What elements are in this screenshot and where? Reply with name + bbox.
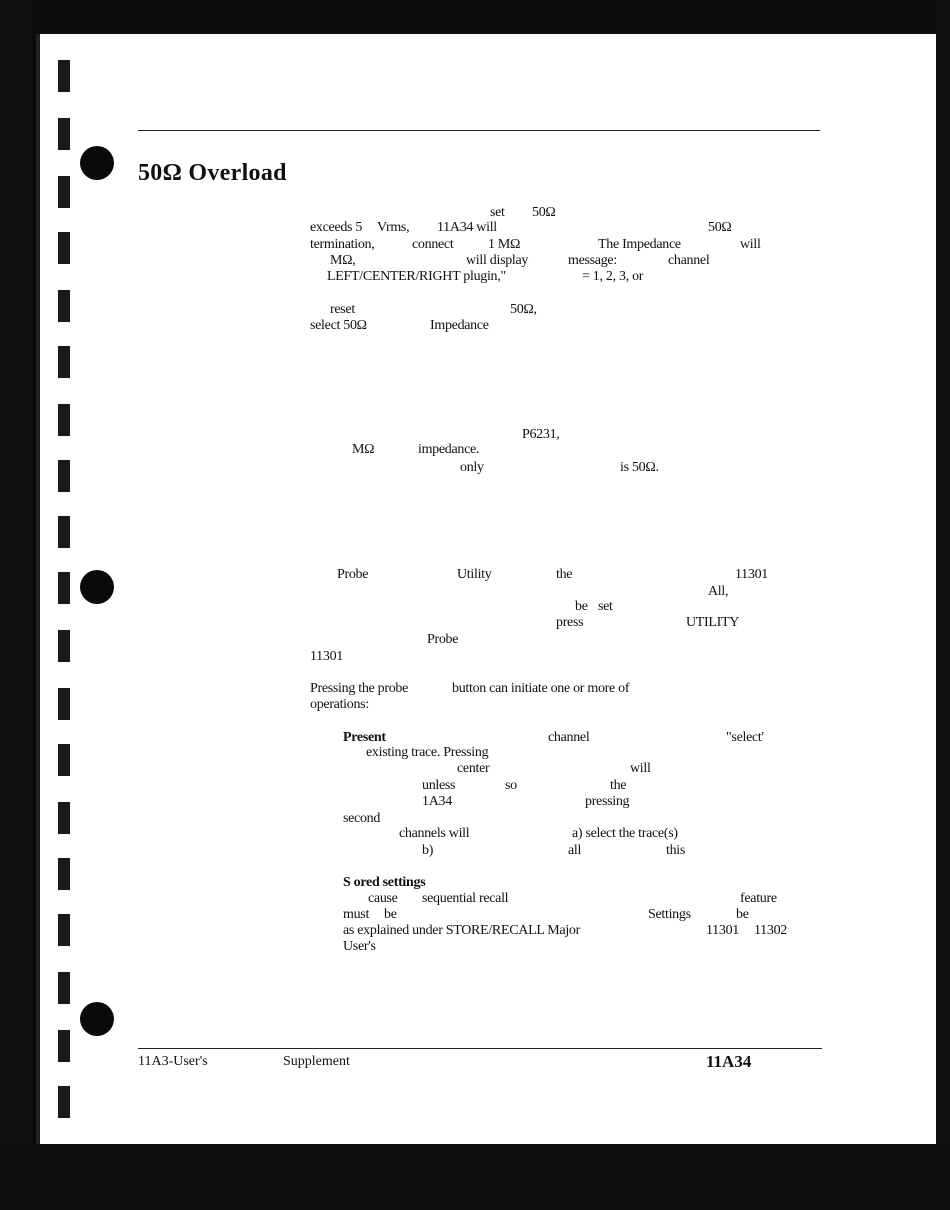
text-fragment: a) select the trace(s) bbox=[572, 826, 678, 841]
text-fragment: termination, bbox=[310, 237, 375, 252]
binder-tab bbox=[58, 1030, 70, 1062]
text-fragment: 50Ω bbox=[708, 220, 732, 235]
text-fragment: be bbox=[575, 599, 588, 614]
text-fragment: Vrms, bbox=[377, 220, 410, 235]
text-fragment: channels will bbox=[399, 826, 470, 841]
text-fragment: b) bbox=[422, 843, 434, 858]
text-fragment: is 50Ω. bbox=[620, 460, 659, 475]
binder-tab bbox=[58, 118, 70, 150]
text-fragment: second bbox=[343, 811, 381, 826]
text-fragment: operations: bbox=[310, 697, 369, 712]
binder-tab bbox=[58, 858, 70, 890]
text-fragment: the bbox=[610, 778, 627, 793]
text-fragment: be bbox=[736, 907, 749, 922]
binder-tab bbox=[58, 914, 70, 946]
text-fragment: Present bbox=[343, 730, 386, 745]
text-fragment: Probe bbox=[337, 567, 369, 582]
text-fragment: Settings bbox=[648, 907, 691, 922]
text-fragment: connect bbox=[412, 237, 454, 252]
text-fragment: 11301 bbox=[735, 567, 768, 582]
text-fragment: this bbox=[666, 843, 686, 858]
section-heading: 50Ω Overload bbox=[138, 160, 287, 186]
text-fragment: set bbox=[490, 205, 505, 220]
text-fragment: cause bbox=[368, 891, 398, 906]
binder-tab bbox=[58, 290, 70, 322]
text-fragment: 50Ω, bbox=[510, 302, 537, 317]
text-fragment: Pressing the probe bbox=[310, 681, 409, 696]
binder-tab bbox=[58, 60, 70, 92]
text-fragment: LEFT/CENTER/RIGHT plugin," bbox=[327, 269, 506, 284]
footer-model: 11A34 bbox=[706, 1052, 752, 1071]
text-fragment: The Impedance bbox=[598, 237, 681, 252]
text-fragment: set bbox=[598, 599, 613, 614]
text-fragment: Probe bbox=[427, 632, 459, 647]
punch-hole bbox=[80, 570, 114, 604]
binder-tab bbox=[58, 176, 70, 208]
text-fragment: 11301 bbox=[310, 649, 343, 664]
text-fragment: 11A34 will bbox=[437, 220, 497, 235]
text-fragment: = 1, 2, 3, or bbox=[582, 269, 644, 284]
text-fragment: 50Ω bbox=[532, 205, 556, 220]
text-fragment: exceeds 5 bbox=[310, 220, 363, 235]
text-fragment: MΩ, bbox=[330, 253, 356, 268]
text-fragment: reset bbox=[330, 302, 355, 317]
footer-doc-title: 11A3-User's bbox=[138, 1054, 208, 1069]
text-fragment: sequential recall bbox=[422, 891, 509, 906]
text-fragment: as explained under STORE/RECALL Major bbox=[343, 923, 580, 938]
binder-tab bbox=[58, 346, 70, 378]
scan-right-border bbox=[936, 0, 950, 1210]
text-fragment: channel bbox=[668, 253, 710, 268]
binder-tab bbox=[58, 1086, 70, 1118]
binder-strip bbox=[0, 0, 32, 1210]
binder-tab bbox=[58, 516, 70, 548]
text-fragment: S ored settings bbox=[343, 875, 426, 890]
text-fragment: must bbox=[343, 907, 370, 922]
text-fragment: 11301 bbox=[706, 923, 739, 938]
text-fragment: existing trace. Pressing bbox=[366, 745, 489, 760]
text-fragment: press bbox=[556, 615, 584, 630]
text-fragment: center bbox=[457, 761, 490, 776]
text-fragment: all bbox=[568, 843, 582, 858]
text-fragment: feature bbox=[740, 891, 777, 906]
text-fragment: pressing bbox=[585, 794, 630, 809]
footer-rule bbox=[138, 1048, 822, 1049]
binder-tab bbox=[58, 404, 70, 436]
text-fragment: be bbox=[384, 907, 397, 922]
scan-bottom-border bbox=[0, 1144, 950, 1210]
binder-tab bbox=[58, 744, 70, 776]
scan-top-border bbox=[0, 0, 950, 34]
text-fragment: will bbox=[740, 237, 761, 252]
text-fragment: will display bbox=[466, 253, 529, 268]
document-page bbox=[36, 34, 936, 1144]
text-fragment: will bbox=[630, 761, 651, 776]
text-fragment: only bbox=[460, 460, 484, 475]
text-fragment: 1 MΩ bbox=[488, 237, 521, 252]
text-fragment: Utility bbox=[457, 567, 492, 582]
text-fragment: channel bbox=[548, 730, 590, 745]
text-fragment: button can initiate one or more of bbox=[452, 681, 630, 696]
text-fragment: MΩ bbox=[352, 442, 375, 457]
binder-tab bbox=[58, 688, 70, 720]
punch-hole bbox=[80, 146, 114, 180]
text-fragment: the bbox=[556, 567, 573, 582]
binder-tab bbox=[58, 630, 70, 662]
text-fragment: Impedance bbox=[430, 318, 489, 333]
text-fragment: unless bbox=[422, 778, 456, 793]
text-fragment: select 50Ω bbox=[310, 318, 367, 333]
punch-hole bbox=[80, 1002, 114, 1036]
text-fragment: message: bbox=[568, 253, 617, 268]
binder-tab bbox=[58, 460, 70, 492]
text-fragment: 11302 bbox=[754, 923, 787, 938]
binder-tab bbox=[58, 802, 70, 834]
text-fragment: P6231, bbox=[522, 427, 560, 442]
text-fragment: impedance. bbox=[418, 442, 480, 457]
header-rule bbox=[138, 130, 820, 131]
text-fragment: UTILITY bbox=[686, 615, 740, 630]
text-fragment: "select' bbox=[726, 730, 764, 745]
binder-tab bbox=[58, 232, 70, 264]
text-fragment: 1A34 bbox=[422, 794, 452, 809]
binder-tab bbox=[58, 572, 70, 604]
text-fragment: User's bbox=[343, 939, 376, 954]
text-fragment: so bbox=[505, 778, 517, 793]
text-fragment: All, bbox=[708, 584, 729, 599]
binder-tab bbox=[58, 972, 70, 1004]
footer-supplement: Supplement bbox=[283, 1054, 350, 1069]
